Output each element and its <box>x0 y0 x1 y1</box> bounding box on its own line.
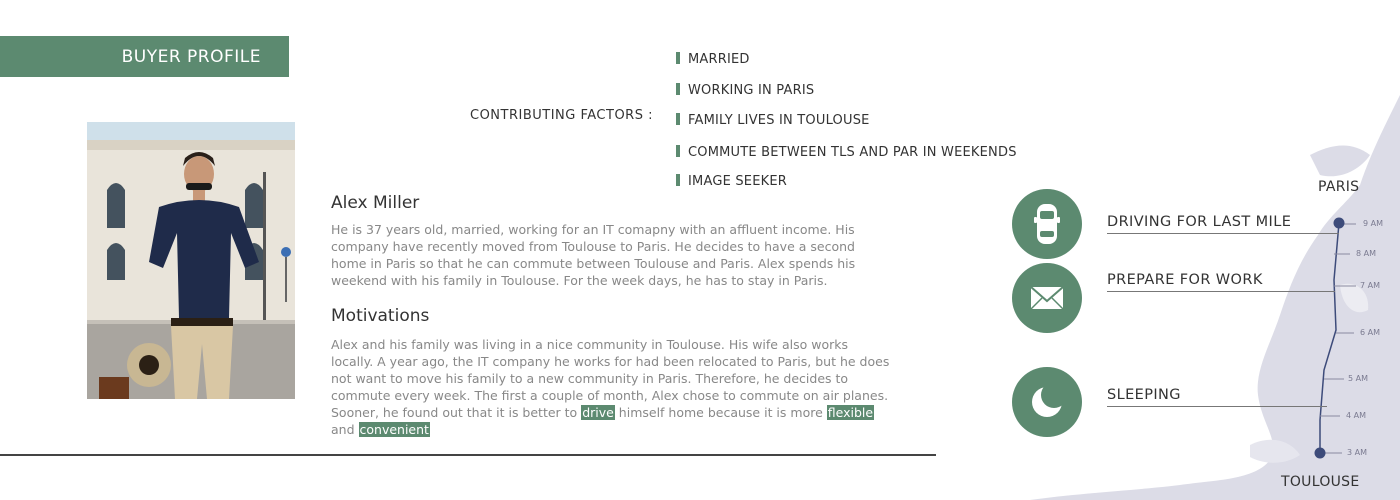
highlight-convenient: convenient <box>359 422 429 437</box>
activity-connector <box>1107 233 1339 234</box>
moon-icon <box>1012 367 1082 437</box>
motivations-text-part: and <box>331 422 359 437</box>
time-label: 3 AM <box>1347 448 1368 457</box>
motivations-text-part: himself home because it is more <box>614 405 827 420</box>
city-paris: PARIS <box>1318 179 1360 195</box>
profile-photo-illustration <box>87 122 295 399</box>
car-icon <box>1012 189 1082 259</box>
factor-label: COMMUTE BETWEEN TLS AND PAR IN WEEKENDS <box>688 145 1017 160</box>
contributing-factors-label: CONTRIBUTING FACTORS : <box>470 108 653 123</box>
page-title: BUYER PROFILE <box>121 47 261 67</box>
bio-text: He is 37 years old, married, working for an IT comapny with an affluent income. His company have recently moved from Toulouse to Paris. He decides to have a second home in Paris so that he can commute between Toulouse and Paris. Alex spends his weekend with his family in Toulouse. For the week days, he has to stay in Paris. <box>331 222 856 288</box>
bullet-marker <box>676 145 680 157</box>
profile-photo <box>87 122 295 399</box>
motivations-text <box>331 336 891 438</box>
activity-label: SLEEPING <box>1107 387 1181 403</box>
factor-item <box>676 83 814 98</box>
bullet-marker <box>676 52 680 64</box>
motivations-text-part: Alex and his family was living in a nice community in Toulouse. His wife also works locally. A year ago, the IT company he works for had been relocated to Paris, but he does not want to move his family to a new community in Paris. Therefore, he decides to commute every week. The first a couple of month, Alex chose to commute on air planes. Sooner, he found out that it is better to <box>331 337 890 420</box>
factor-item <box>676 174 787 189</box>
factor-item <box>676 145 1017 160</box>
bullet-marker <box>676 174 680 186</box>
factor-label: MARRIED <box>688 52 750 67</box>
factor-label: WORKING IN PARIS <box>688 83 815 98</box>
highlight-flexible: flexible <box>827 405 874 420</box>
factor-label: FAMILY LIVES IN TOULOUSE <box>688 113 870 128</box>
activity-driving <box>1012 189 1082 259</box>
activity-connector <box>1107 291 1335 292</box>
time-label: 9 AM <box>1363 219 1384 228</box>
bullet-marker <box>676 83 680 95</box>
factor-item <box>676 113 870 128</box>
time-label: 5 AM <box>1348 374 1369 383</box>
motivations-heading: Motivations <box>331 306 430 326</box>
time-label: 8 AM <box>1356 249 1377 258</box>
header-banner <box>0 36 289 77</box>
activity-sleeping <box>1012 367 1082 437</box>
time-label: 4 AM <box>1346 411 1367 420</box>
factor-label: IMAGE SEEKER <box>688 174 787 189</box>
highlight-drive: drive <box>582 405 614 420</box>
factor-item <box>676 52 750 67</box>
envelope-icon <box>1012 263 1082 333</box>
city-toulouse: TOULOUSE <box>1281 474 1360 490</box>
person-name: Alex Miller <box>331 193 420 213</box>
bullet-marker <box>676 113 680 125</box>
time-label: 7 AM <box>1360 281 1381 290</box>
section-divider <box>0 454 936 456</box>
activity-connector <box>1107 406 1327 407</box>
time-label: 6 AM <box>1360 328 1381 337</box>
activity-label: PREPARE FOR WORK <box>1107 272 1263 288</box>
activity-work <box>1012 263 1082 333</box>
activity-label: DRIVING FOR LAST MILE <box>1107 214 1292 230</box>
